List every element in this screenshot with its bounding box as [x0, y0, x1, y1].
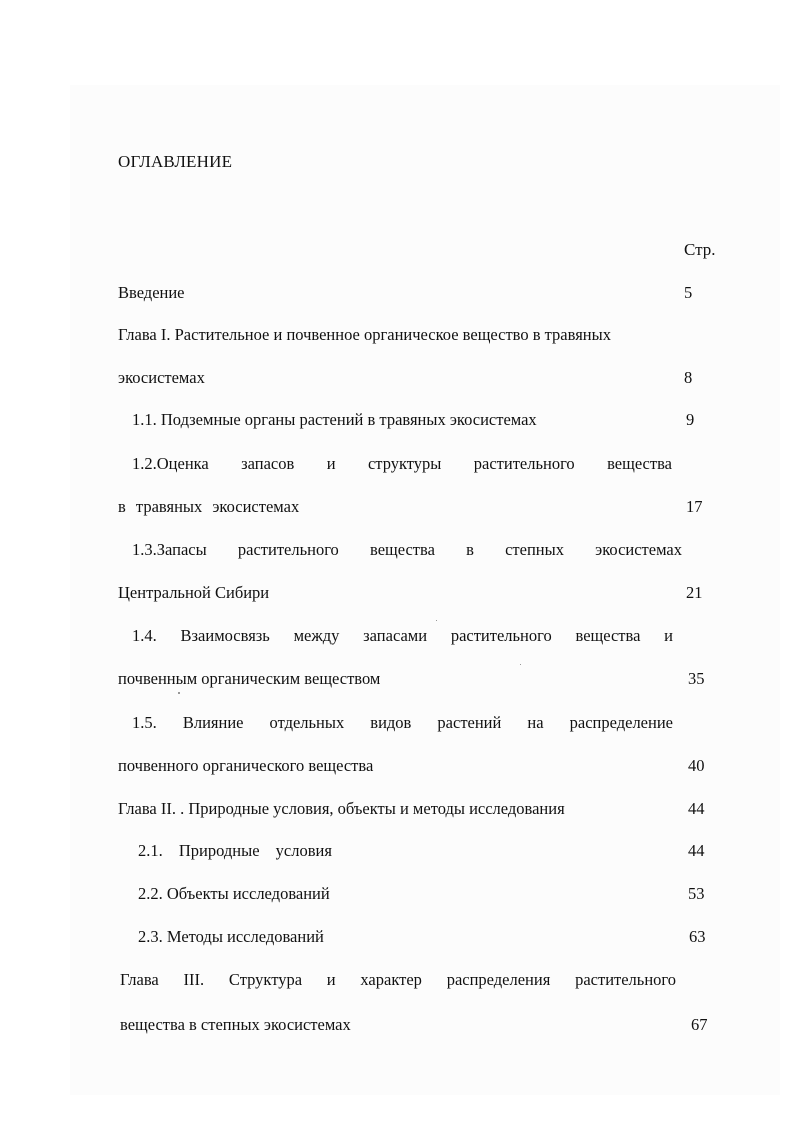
toc-entry-title: 1.5. Влияние отдельных видов растений на распределение: [132, 713, 673, 732]
toc-entry-page: 21: [686, 583, 703, 602]
toc-entry-page: 9: [686, 410, 695, 429]
toc-entry-page: 5: [684, 283, 693, 302]
toc-entry-title-cont: почвенного органического вещества: [118, 756, 374, 775]
toc-entry-page: 40: [688, 756, 705, 775]
toc-entry-title-cont: в травяных экосистемах: [118, 497, 300, 516]
toc-entry-page: 63: [689, 927, 706, 946]
toc-entry-title: 1.3.Запасы растительного вещества в степных экосистемах: [132, 540, 682, 559]
toc-entry-title: 2.2. Объекты исследований: [138, 884, 330, 903]
toc-entry-title: Глава II. . Природные условия, объекты и методы исследования: [118, 799, 565, 818]
page-column-label: Стр.: [684, 240, 716, 259]
toc-entry-title: 2.1. Природные условия: [138, 841, 332, 860]
scan-speck: [178, 692, 180, 694]
toc-entry-page: 8: [684, 368, 693, 387]
toc-entry-page: 44: [688, 799, 705, 818]
page-title: ОГЛАВЛЕНИЕ: [118, 152, 233, 171]
toc-entry-page: 35: [688, 669, 705, 688]
toc-entry-title: 2.3. Методы исследований: [138, 927, 324, 946]
toc-entry-title: Глава I. Растительное и почвенное органическое вещество в травяных: [118, 325, 611, 344]
toc-entry-title: Глава III. Структура и характер распределения растительного: [120, 970, 676, 989]
toc-entry-title-cont: экосистемах: [118, 368, 205, 387]
toc-entry-page: 44: [688, 841, 705, 860]
scan-speck: [436, 620, 437, 621]
toc-entry-title: 1.1. Подземные органы растений в травяных экосистемах: [132, 410, 537, 429]
toc-entry-page: 53: [688, 884, 705, 903]
toc-entry-title: Введение: [118, 283, 185, 302]
toc-entry-page: 17: [686, 497, 703, 516]
toc-entry-title-cont: почвенным органическим веществом: [118, 669, 381, 688]
scan-speck: [520, 664, 521, 665]
toc-entry-title-cont: Центральной Сибири: [118, 583, 270, 602]
toc-entry-title-cont: вещества в степных экосистемах: [120, 1015, 351, 1034]
toc-entry-title: 1.2.Оценка запасов и структуры растительного вещества: [132, 454, 672, 473]
toc-entry-title: 1.4. Взаимосвязь между запасами растительного вещества и: [132, 626, 673, 645]
toc-entry-page: 67: [691, 1015, 708, 1034]
